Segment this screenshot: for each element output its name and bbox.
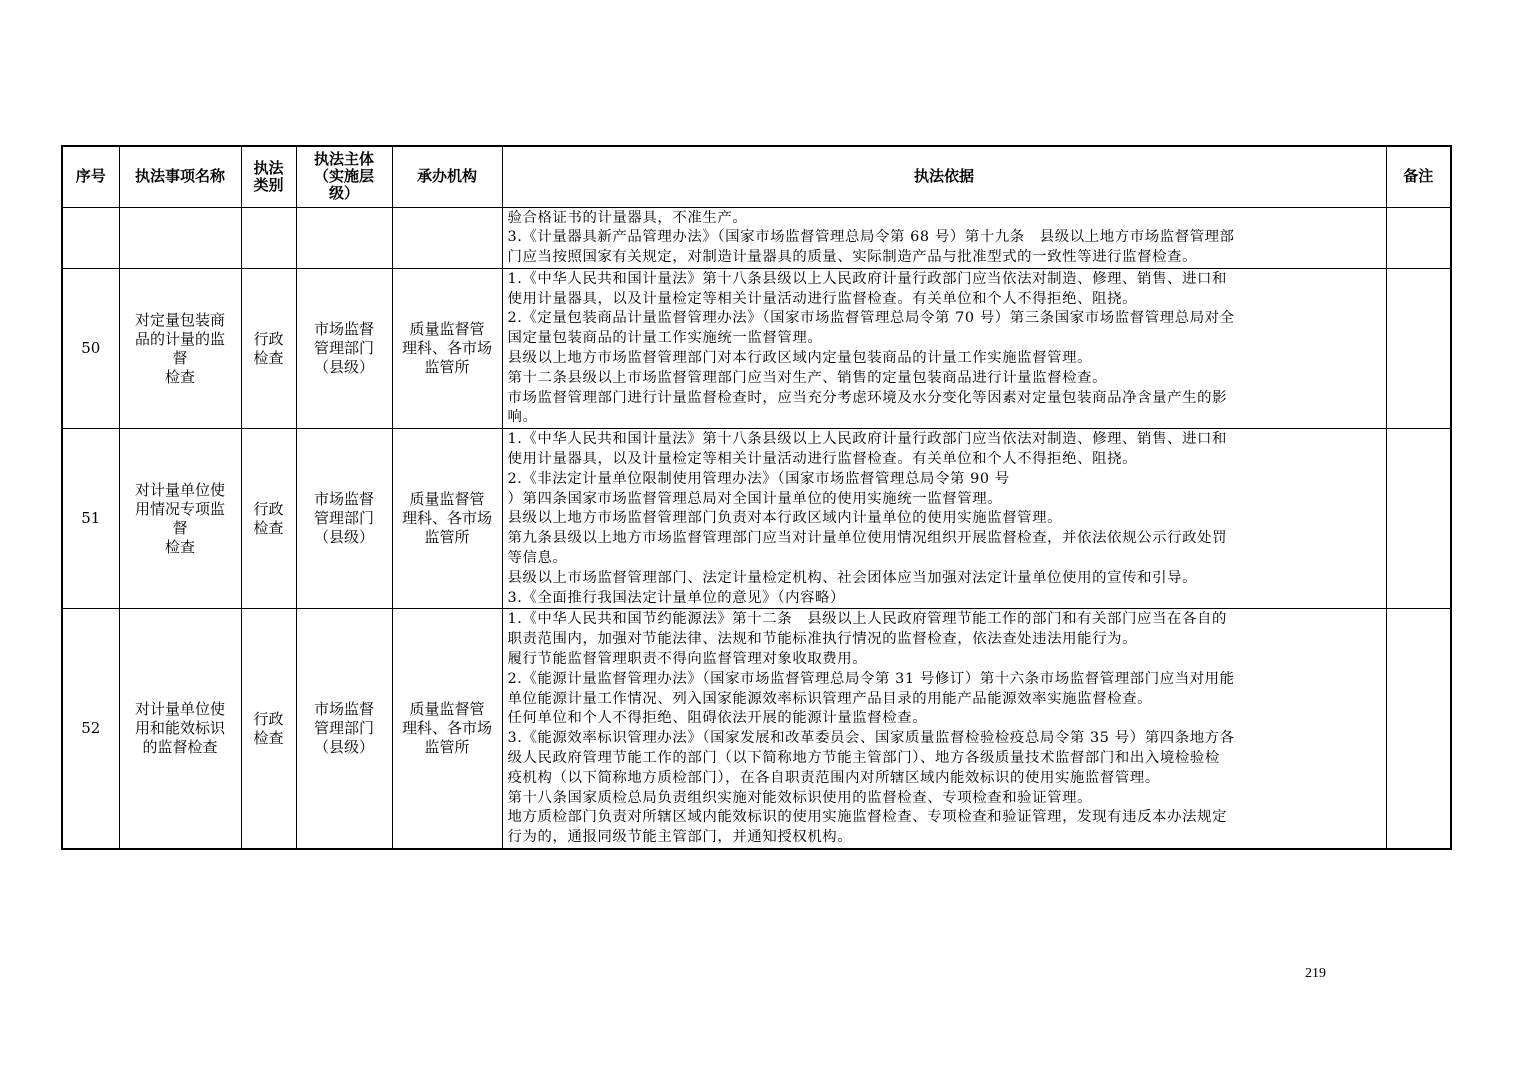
table-row: [62, 429, 1451, 609]
cell-basis-line: 门应当按照国家有关规定，对制造计量器具的质量、实际制造产品与批准型式的一致性等进行监督检查。: [507, 249, 1198, 266]
table-row: [62, 609, 1451, 849]
cell-subject-line: （县级）: [313, 738, 374, 757]
cell-basis-line: ）第四条国家市场监督管理总局对全国计量单位的使用实施统一监督管理。: [507, 490, 1003, 507]
cell-agency-line: 理科、各市场: [401, 719, 492, 738]
cell-subject: [296, 207, 392, 268]
header-category-text: 执法类别: [253, 158, 284, 194]
cell-basis: [502, 429, 1386, 609]
cell-basis-line: 第九条县级以上地方市场监督管理部门应当对计量单位使用情况组织开展监督检查，并依法依规公示行政处罚: [507, 530, 1228, 547]
cell-basis-line: 响。: [507, 409, 538, 426]
cell-basis-line: 1.《中华人民共和国计量法》第十八条县级以上人民政府计量行政部门应当依法对制造、修理、销售、进口和: [507, 431, 1227, 448]
page-number: 219: [1305, 966, 1326, 981]
header-subject: [296, 146, 392, 207]
cell-item-name-line: 对计量单位使: [134, 480, 225, 499]
cell-basis-line: 市场监督管理部门进行计量监督检查时，应当充分考虑环境及水分变化等因素对定量包装商品净含量产生的影: [507, 389, 1228, 406]
cell-agency-line: 监管所: [424, 738, 470, 757]
cell-category: [241, 207, 296, 268]
cell-agency: [392, 207, 502, 268]
cell-basis-line: 1.《中华人民共和国节约能源法》第十二条 县级以上人民政府管理节能工作的部门和有关部门应当在各自的: [507, 611, 1227, 628]
cell-agency-line: 理科、各市场: [401, 339, 492, 358]
cell-basis-line: 县级以上市场监督管理部门、法定计量检定机构、社会团体应当加强对法定计量单位使用的宣传和引导。: [507, 569, 1198, 586]
cell-item-name-line: 督: [172, 518, 188, 537]
cell-remarks: [1386, 207, 1451, 268]
cell-basis-line: 使用计量器具，以及计量检定等相关计量活动进行监督检查。有关单位和个人不得拒绝、阻挠。: [507, 451, 1138, 468]
cell-seq: 50: [62, 268, 119, 428]
cell-agency-line: 监管所: [424, 528, 470, 547]
cell-basis-line: 地方质检部门负责对所辖区域内能效标识的使用实施监督检查、专项检查和验证管理，发现有违反本办法规定: [507, 809, 1228, 826]
header-category: [241, 146, 296, 207]
cell-subject-line: （县级）: [313, 528, 374, 547]
header-agency: 承办机构: [392, 146, 502, 207]
cell-basis-line: 国定量包装商品的计量工作实施统一监督管理。: [507, 330, 823, 347]
header-row: [62, 146, 1451, 207]
cell-basis-line: 2.《非法定计量单位限制使用管理办法》（国家市场监督管理总局令第 90 号: [507, 470, 1010, 487]
cell-basis-line: 任何单位和个人不得拒绝、阻碍依法开展的能源计量监督检查。: [507, 710, 928, 727]
cell-category-line: 行政: [253, 499, 284, 518]
cell-seq: 52: [62, 609, 119, 849]
cell-item-name-line: 用情况专项监: [134, 499, 225, 518]
header-item-name: 执法事项名称: [119, 146, 241, 207]
cell-item-name-line: 督: [172, 348, 188, 367]
cell-agency-line: 理科、各市场: [401, 509, 492, 528]
cell-basis-line: 3.《全面推行我国法定计量单位的意见》（内容略）: [507, 589, 846, 606]
cell-item-name: [119, 429, 241, 609]
cell-basis: [502, 268, 1386, 428]
cell-item-name-line: 用和能效标识: [134, 719, 225, 738]
cell-subject-line: 管理部门: [313, 509, 374, 528]
cell-item-name-line: 对计量单位使: [134, 700, 225, 719]
cell-basis-line: 3.《计量器具新产品管理办法》（国家市场监督管理总局令第 68 号）第十九条 县级以上地方市场监督管理部: [507, 229, 1235, 246]
cell-item-name: [119, 268, 241, 428]
cell-agency-line: 质量监督管: [409, 700, 485, 719]
cell-basis-line: 单位能源计量工作情况、列入国家能源效率标识管理产品目录的用能产品能源效率实施监督检查。: [507, 690, 1153, 707]
cell-basis-line: 2.《定量包装商品计量监督管理办法》（国家市场监督管理总局令第 70 号）第三条国家市场监督管理总局对全: [507, 310, 1235, 327]
cell-category-line: 行政: [253, 329, 284, 348]
cell-basis-line: 等信息。: [507, 550, 568, 567]
header-remarks: 备注: [1386, 146, 1451, 207]
cell-basis-line: 县级以上地方市场监督管理部门对本行政区域内定量包装商品的计量工作实施监督管理。: [507, 350, 1093, 367]
cell-subject-line: 市场监督: [313, 700, 374, 719]
cell-agency: [392, 609, 502, 849]
cell-agency-line: 质量监督管: [409, 490, 485, 509]
table-body: [62, 207, 1451, 849]
cell-subject: [296, 268, 392, 428]
cell-basis-line: 验合格证书的计量器具，不准生产。: [507, 209, 748, 226]
cell-category-line: 检查: [253, 348, 284, 367]
cell-basis-line: 县级以上地方市场监督管理部门负责对本行政区域内计量单位的使用实施监督管理。: [507, 510, 1063, 527]
cell-category-line: 行政: [253, 709, 284, 728]
cell-agency: [392, 268, 502, 428]
cell-subject: [296, 609, 392, 849]
cell-basis: [502, 609, 1386, 849]
cell-basis-line: 使用计量器具，以及计量检定等相关计量活动进行监督检查。有关单位和个人不得拒绝、阻挠。: [507, 290, 1138, 307]
header-seq: 序号: [62, 146, 119, 207]
cell-basis-line: 3.《能源效率标识管理办法》（国家发展和改革委员会、国家质量监督检验检疫总局令第 35 号）第四条地方各: [507, 730, 1235, 747]
cell-item-name-line: 检查: [164, 367, 195, 386]
cell-item-name-line: 对定量包装商: [134, 310, 225, 329]
cell-item-name: [119, 609, 241, 849]
cell-agency-line: 质量监督管: [409, 320, 485, 339]
cell-basis-line: 行为的，通报同级节能主管部门，并通知授权机构。: [507, 829, 853, 846]
cell-basis-line: 级人民政府管理节能工作的部门（以下简称地方节能主管部门）、地方各级质量技术监督部门和出入境检验检: [507, 750, 1220, 767]
cell-seq: 51: [62, 429, 119, 609]
cell-basis-line: 2.《能源计量监督管理办法》（国家市场监督管理总局令第 31 号修订）第十六条市场监督管理部门应当对用能: [507, 670, 1235, 687]
cell-subject: [296, 429, 392, 609]
cell-agency-line: 监管所: [424, 358, 470, 377]
cell-agency: [392, 429, 502, 609]
header-basis: 执法依据: [502, 146, 1386, 207]
enforcement-table: [61, 145, 1452, 850]
cell-basis: [502, 207, 1386, 268]
table-row: [62, 207, 1451, 268]
header-subject-text: 执法主体（实施层级）: [313, 150, 374, 203]
cell-item-name-line: 检查: [164, 537, 195, 556]
table-row: [62, 268, 1451, 428]
cell-subject-line: 市场监督: [313, 320, 374, 339]
cell-category: [241, 268, 296, 428]
cell-category-line: 检查: [253, 728, 284, 747]
cell-seq: [62, 207, 119, 268]
cell-category: [241, 429, 296, 609]
cell-subject-line: （县级）: [313, 358, 374, 377]
cell-basis-line: 1.《中华人民共和国计量法》第十八条县级以上人民政府计量行政部门应当依法对制造、修理、销售、进口和: [507, 270, 1227, 287]
cell-basis-line: 疫机构（以下简称地方质检部门），在各自职责范围内对所辖区域内能效标识的使用实施监督管理。: [507, 769, 1160, 786]
cell-category-line: 检查: [253, 518, 284, 537]
cell-remarks: [1386, 268, 1451, 428]
cell-remarks: [1386, 429, 1451, 609]
cell-basis-line: 履行节能监督管理职责不得向监督管理对象收取费用。: [507, 651, 868, 668]
cell-basis-line: 职责范围内，加强对节能法律、法规和节能标准执行情况的监督检查，依法查处违法用能行为。: [507, 631, 1138, 648]
cell-subject-line: 管理部门: [313, 339, 374, 358]
cell-item-name-line: 的监督检查: [142, 738, 218, 757]
cell-item-name-line: 品的计量的监: [134, 329, 225, 348]
cell-subject-line: 管理部门: [313, 719, 374, 738]
cell-remarks: [1386, 609, 1451, 849]
cell-subject-line: 市场监督: [313, 490, 374, 509]
cell-item-name: [119, 207, 241, 268]
cell-category: [241, 609, 296, 849]
cell-basis-line: 第十二条县级以上市场监督管理部门应当对生产、销售的定量包装商品进行计量监督检查。: [507, 369, 1108, 386]
cell-basis-line: 第十八条国家质检总局负责组织实施对能效标识使用的监督检查、专项检查和验证管理。: [507, 789, 1093, 806]
